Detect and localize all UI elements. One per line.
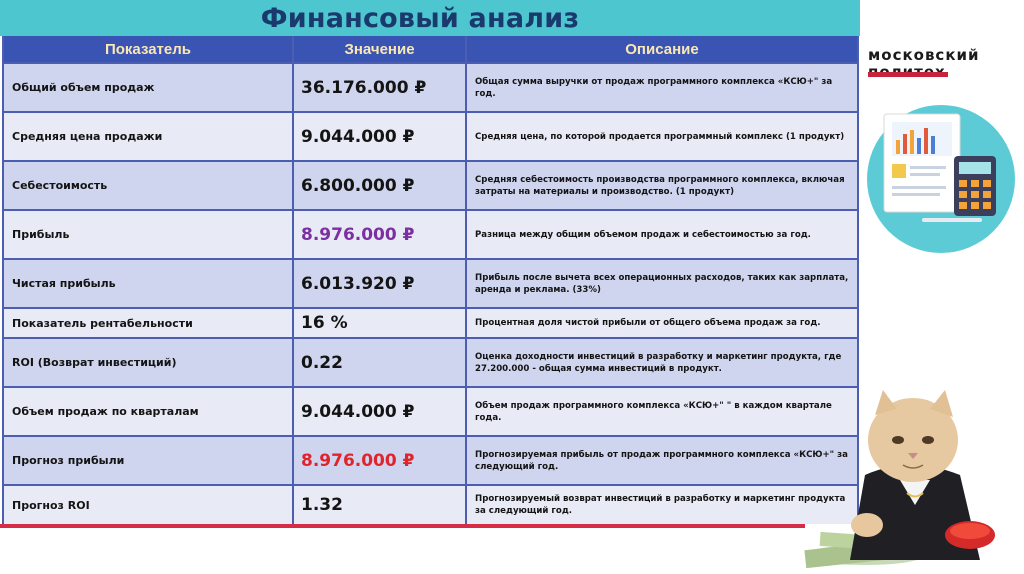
row-label: Себестоимость [4, 162, 292, 209]
table-row [2, 64, 859, 111]
row-value: 9.044.000 ₽ [294, 388, 465, 435]
row-value: 8.976.000 ₽ [294, 437, 465, 484]
row-description: Общая сумма выручки от продаж программного комплекса «КСЮ+" за год. [467, 64, 857, 111]
row-label: Объем продаж по кварталам [4, 388, 292, 435]
row-description: Прибыль после вычета всех операционных расходов, таких как зарплата, аренда и реклама. (33%) [467, 260, 857, 307]
table-row [2, 162, 859, 209]
row-description: Оценка доходности инвестиций в разработку и маркетинг продукта, где 27.200.000 - общая сумма инвестиций в продукт. [467, 339, 857, 386]
row-description: Прогнозируемый возврат инвестиций в разработку и маркетинг продукта за следующий год. [467, 486, 857, 524]
row-label: Прогноз ROI [4, 486, 292, 524]
row-description: Объем продаж программного комплекса «КСЮ+" " в каждом квартале года. [467, 388, 857, 435]
table-row [2, 113, 859, 160]
row-label: Общий объем продаж [4, 64, 292, 111]
table-row [2, 211, 859, 258]
table-row [2, 309, 859, 337]
logo-accent-bar [868, 72, 948, 77]
finance-table [2, 36, 859, 524]
row-description: Средняя цена, по которой продается программный комплекс (1 продукт) [467, 113, 857, 160]
row-value: 1.32 [294, 486, 465, 524]
row-label: ROI (Возврат инвестиций) [4, 339, 292, 386]
row-label: Средняя цена продажи [4, 113, 292, 160]
cat-in-suit-image [795, 385, 1024, 574]
row-description: Процентная доля чистой прибыли от общего объема продаж за год. [467, 309, 857, 337]
row-value: 8.976.000 ₽ [294, 211, 465, 258]
page-title: Финансовый анализ [260, 2, 580, 34]
row-label: Показатель рентабельности [4, 309, 292, 337]
row-value: 6.013.920 ₽ [294, 260, 465, 307]
table-row [2, 486, 859, 524]
row-description: Средняя себестоимость производства программного комплекса, включая затраты на материалы и производство. (1 продукт) [467, 162, 857, 209]
row-label: Прибыль [4, 211, 292, 258]
row-value: 0.22 [294, 339, 465, 386]
table-row [2, 437, 859, 484]
table-row [2, 339, 859, 386]
row-description: Прогнозируемая прибыль от продаж программного комплекса «КСЮ+" за следующий год. [467, 437, 857, 484]
row-value: 36.176.000 ₽ [294, 64, 465, 111]
row-value: 9.044.000 ₽ [294, 113, 465, 160]
table-row [2, 388, 859, 435]
footer-divider [0, 524, 805, 528]
row-label: Чистая прибыль [4, 260, 292, 307]
header-indicator: Показатель [4, 36, 292, 62]
row-value: 6.800.000 ₽ [294, 162, 465, 209]
table-row [2, 260, 859, 307]
row-label: Прогноз прибыли [4, 437, 292, 484]
logo-line-1: московский [868, 46, 980, 64]
finance-report-icon [862, 100, 1020, 258]
header-description: Описание [467, 36, 857, 62]
header-value: Значение [294, 36, 465, 62]
row-value: 16 % [294, 309, 465, 337]
row-description: Разница между общим объемом продаж и себестоимостью за год. [467, 211, 857, 258]
title-bar [0, 0, 860, 36]
